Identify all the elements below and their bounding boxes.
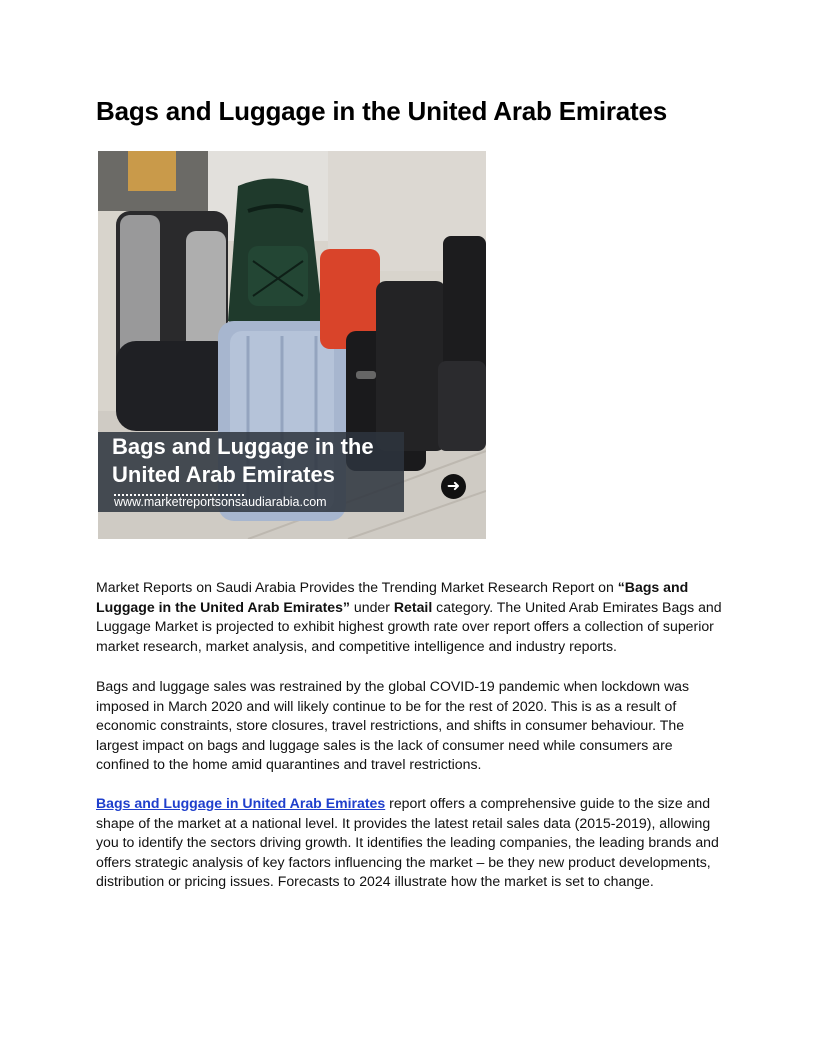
paragraph-intro	[96, 578, 724, 656]
hero-title-line2: United Arab Emirates	[112, 462, 335, 487]
report-link[interactable]: Bags and Luggage in United Arab Emirates	[96, 795, 386, 811]
intro-rest: category. The United Arab Emirates Bags and Luggage Market is projected to exhibit highest growth rate over report offers a collection of superior market research, market analysis, and competitive intelligence and industry reports.	[96, 598, 722, 654]
hero-image	[98, 151, 486, 539]
hero-title-line1: Bags and Luggage in the	[112, 434, 374, 459]
page-title: Bags and Luggage in the United Arab Emirates	[96, 96, 667, 126]
hero-url: www.marketreportsonsaudiarabia.com	[114, 495, 327, 509]
paragraph-covid: Bags and luggage sales was restrained by the global COVID-19 pandemic when lockdown was imposed in March 2020 and will likely continue to be for the rest of 2020. This is as a result of economic constraints, store closures, travel restrictions, and shifts in consumer behaviour. The largest impact on bags and luggage sales is the lack of consumer need while consumers are confined to the home amid quarantines and travel restrictions.	[96, 678, 690, 773]
report-name: “Bags and Luggage in the United Arab Emirates”	[96, 579, 689, 615]
category-name: Retail	[393, 598, 433, 615]
intro-text: Market Reports on Saudi Arabia Provides the Trending Market Research Report on	[96, 579, 618, 595]
report-description: report offers a comprehensive guide to the size and shape of the market at a national level. It provides the latest retail sales data (2015-2019), allowing you to identify the sectors driving growth. It identifies the leading companies, the leading brands and offers strategic analysis of key factors influencing the market – be they new product developments, distribution or pricing issues. Forecasts to 2024 illustrate how the market is set to change.	[96, 795, 719, 890]
under-text: under	[349, 598, 394, 615]
paragraph-report	[96, 794, 724, 892]
arrow-right-icon[interactable]: ➜	[441, 474, 466, 499]
